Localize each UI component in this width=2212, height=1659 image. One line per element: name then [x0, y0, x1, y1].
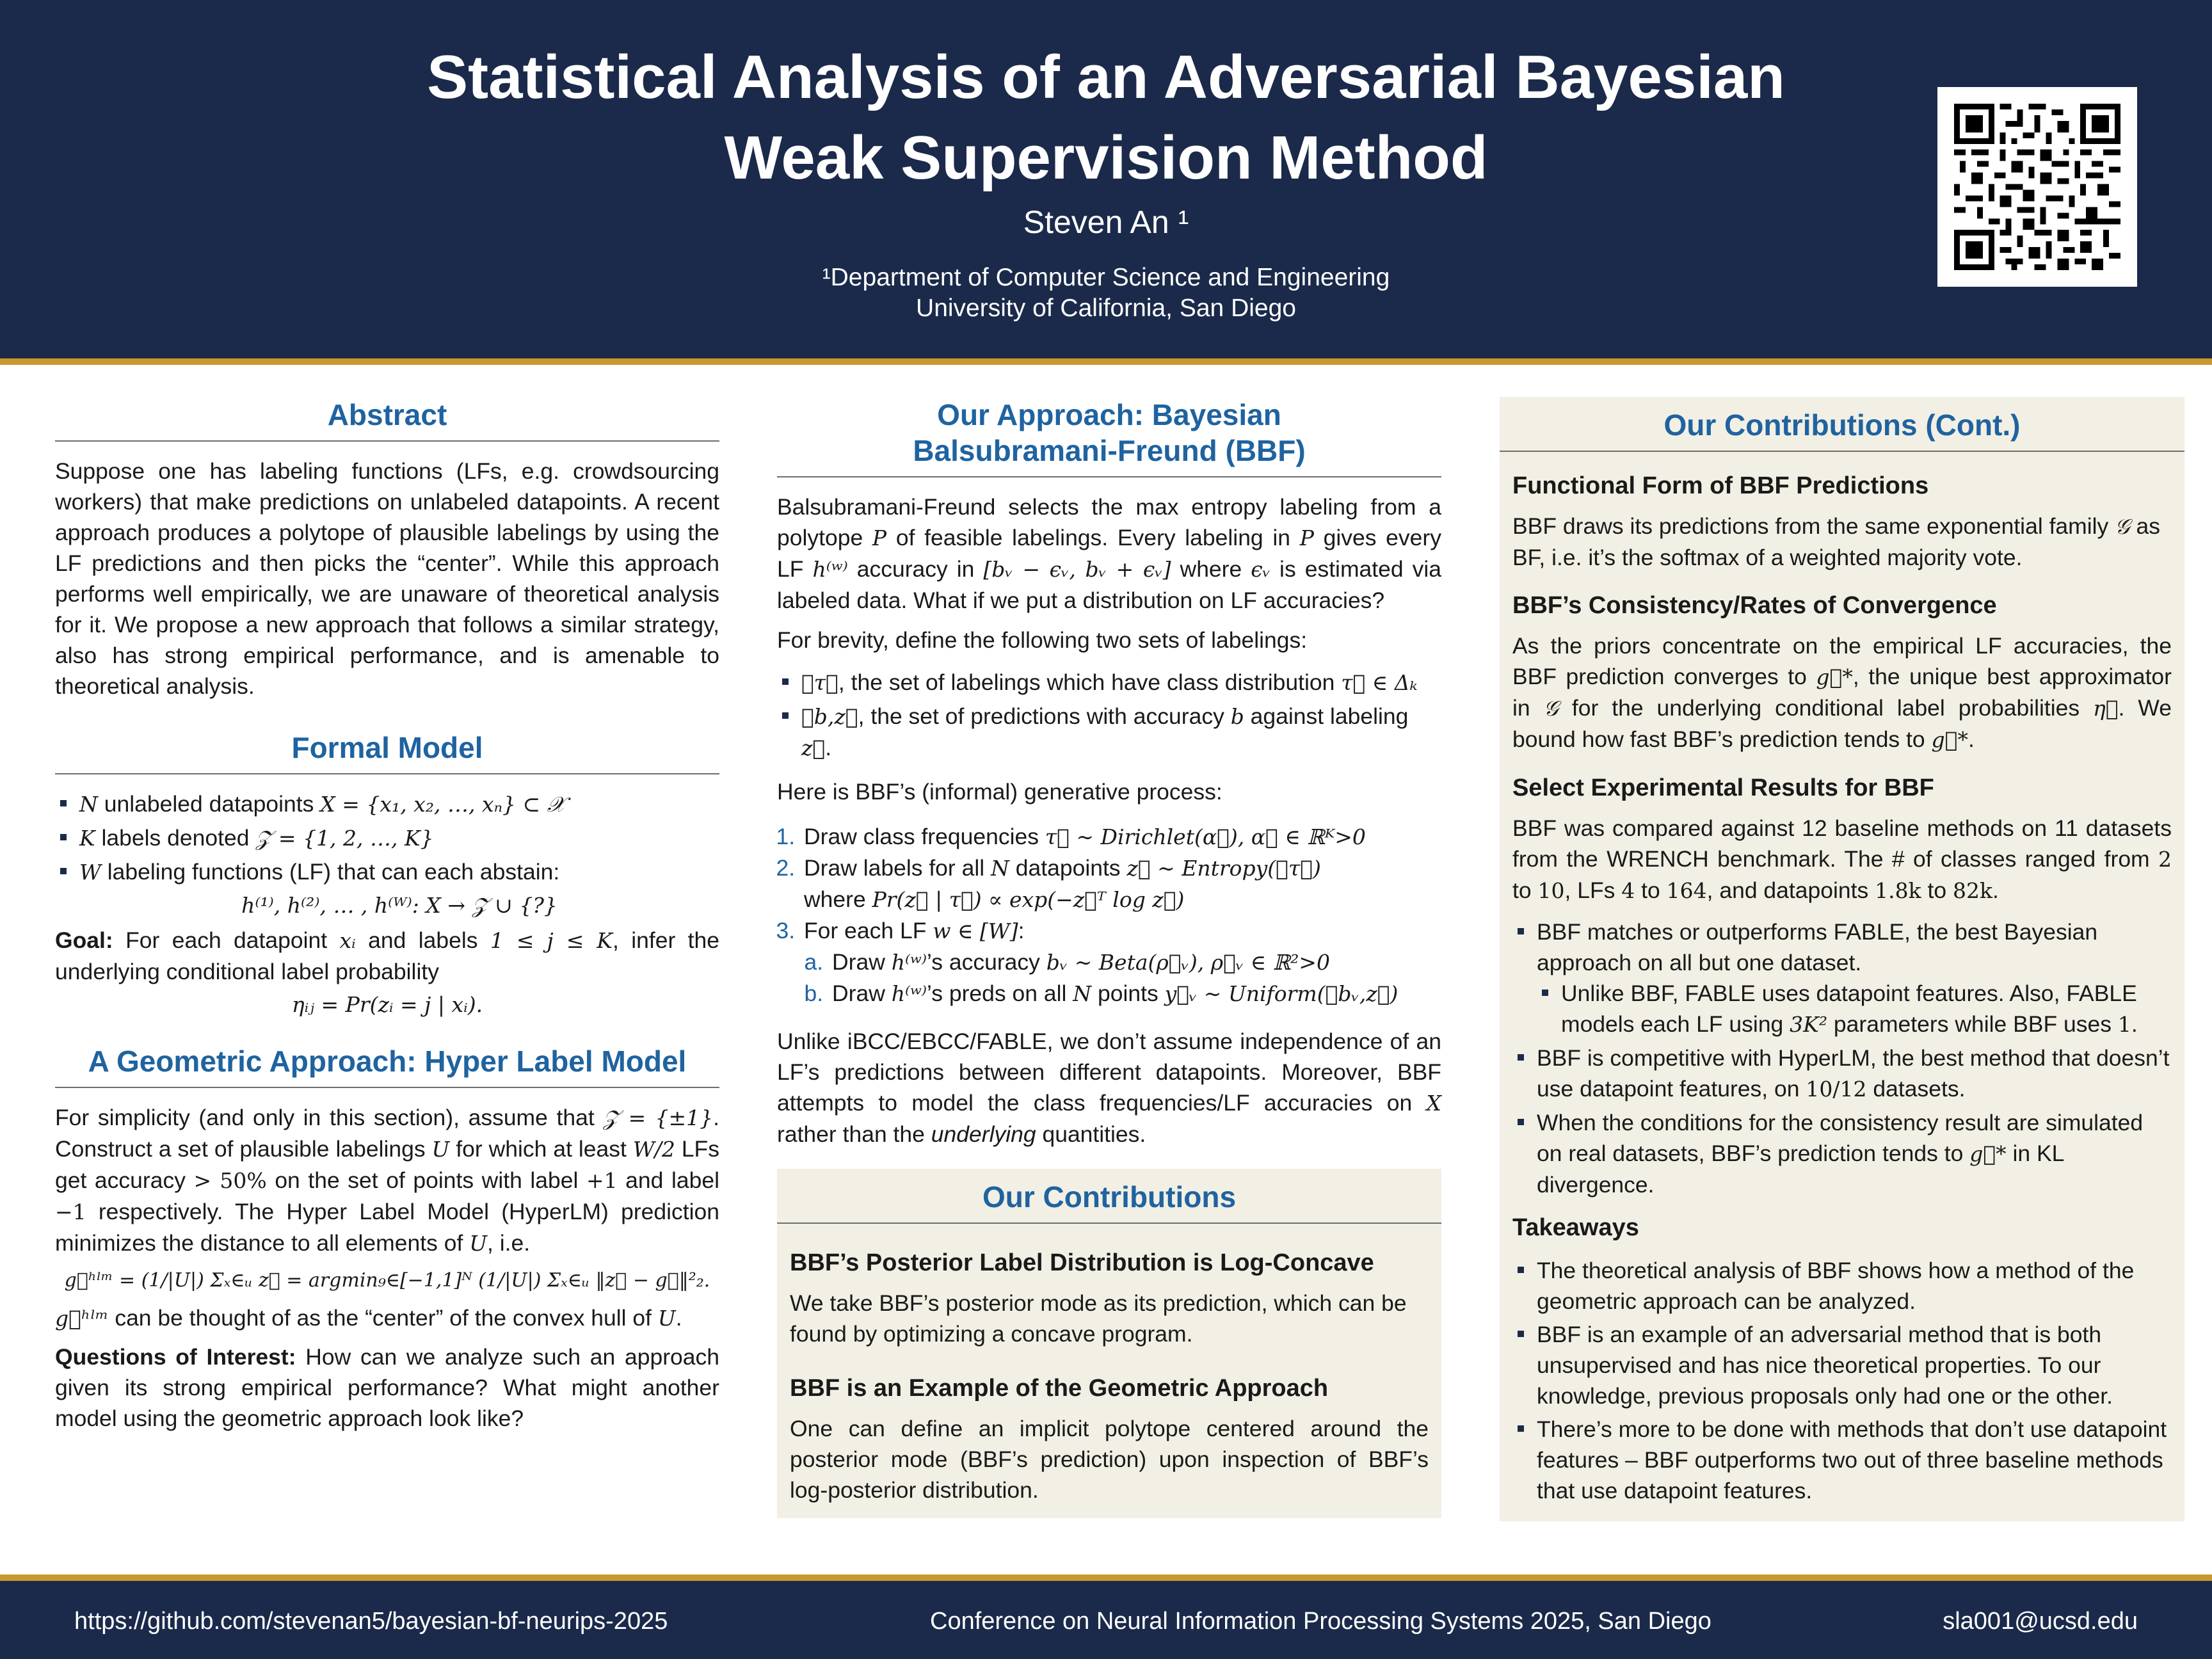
title-line-2: Weak Supervision Method — [724, 124, 1488, 192]
list-item: Unlike BBF, FABLE uses datapoint features. Also, FABLE models each LF using 3K² parameters while BBF uses 1. — [1537, 978, 2172, 1040]
formal-model-section — [55, 730, 719, 1020]
footer-email-link[interactable]: sla001@ucsd.edu — [1943, 1608, 2138, 1635]
contrib-subheading-2: BBF is an Example of the Geometric Approach — [790, 1375, 1329, 1402]
contrib-text-2: One can define an implicit polytope centered around the posterior mode (BBF’s prediction) upon inspection of BBF’s log-posterior distribution. — [790, 1416, 1429, 1503]
generative-process-list — [777, 821, 1441, 1009]
abstract-body — [55, 456, 719, 701]
contrib-cont-subheading-3: Select Experimental Results for BBF — [1512, 774, 1934, 801]
list-item: ℒb,z⃗, the set of predictions with accuracy b against labeling z⃗. — [777, 701, 1441, 764]
geometric-paragraph: For simplicity (and only in this section), assume that 𝒵 = {±1}. Construct a set of plausible labelings U for which at least W/2 LFs get accuracy > 50% on the set of points with label +1 and label −1 respectively. The Hyper Label Model (HyperLM) prediction minimizes the distance to all elements of U, i.e. — [55, 1105, 719, 1256]
labeling-sets-list — [777, 667, 1441, 764]
list-item: W labeling functions (LF) that can each abstain: h⁽¹⁾, h⁽²⁾, … , h⁽ᵂ⁾: X → 𝒵 ∪ {?} — [55, 856, 719, 921]
approach-paragraph-1: Balsubramani-Freund selects the max entropy labeling from a polytope P of feasible labelings. Every labeling in P gives every LF h⁽ʷ⁾ accuracy in [bᵥ − ϵᵥ, bᵥ + ϵᵥ] where ϵᵥ is estimated via labeled data. What if we put a distribution on LF accuracies? — [777, 494, 1442, 613]
approach-heading: Our Approach: Bayesian Balsubramani-Freund (BBF) — [777, 397, 1441, 477]
contributions-cont-box — [1500, 397, 2184, 1521]
approach-section — [777, 397, 1441, 1150]
list-item: 1. Draw class frequencies τ⃗ ∼ Dirichlet(α⃗), α⃗ ∈ ℝᴷ>0 — [801, 821, 1441, 853]
contrib-cont-text-3: BBF was compared against 12 baseline methods on 11 datasets from the WRENCH benchmark. The # of classes ranged from 2 to 10, LFs 4 to 164, and datapoints 1.8k to 82k. — [1512, 815, 2172, 903]
geometric-section — [55, 1043, 719, 1434]
list-item: BBF matches or outperforms FABLE, the best Bayesian approach on all but one dataset. Unlike BBF, FABLE uses datapoint features. Also, FABLE models each LF using 3K² parameters while BBF uses 1. — [1512, 917, 2172, 1040]
contrib-subheading-1: BBF’s Posterior Label Distribution is Log-Concave — [790, 1249, 1374, 1276]
abstract-heading: Abstract — [55, 397, 719, 442]
contrib-cont-text-1: BBF draws its predictions from the same exponential family 𝒢 as BF, i.e. it’s the softmax of a weighted majority vote. — [1512, 513, 2160, 570]
lf-equation: h⁽¹⁾, h⁽²⁾, … , h⁽ᵂ⁾: X → 𝒵 ∪ {?} — [241, 893, 557, 918]
contributions-cont-heading: Our Contributions (Cont.) — [1500, 397, 2184, 452]
poster-header — [0, 0, 2212, 358]
takeaways-heading: Takeaways — [1512, 1214, 1639, 1241]
affiliation-line-1: ¹Department of Computer Science and Engineering — [822, 264, 1390, 291]
list-item: b. Draw h⁽ʷ⁾’s preds on all N points y⃗ᵥ ∼ Uniform(ℒbᵥ,z⃗) — [830, 978, 1441, 1009]
contributions-box — [777, 1169, 1441, 1518]
contrib-cont-subheading-1: Functional Form of BBF Predictions — [1512, 472, 1929, 499]
contrib-text-1: We take BBF’s posterior mode as its prediction, which can be found by optimizing a concave program. — [790, 1290, 1407, 1347]
column-middle — [777, 397, 1441, 1518]
column-left — [55, 397, 719, 1434]
list-item: When the conditions for the consistency result are simulated on real datasets, BBF’s prediction tends to g⃗* in KL divergence. — [1512, 1107, 2172, 1200]
footer-github-link[interactable]: https://github.com/stevenan5/bayesian-bf-neurips-2025 — [74, 1608, 668, 1635]
results-sublist — [1537, 978, 2172, 1040]
header-gold-rule — [0, 358, 2212, 365]
affiliation — [160, 262, 2052, 324]
affiliation-line-2: University of California, San Diego — [916, 294, 1296, 322]
poster-title — [160, 37, 2052, 198]
list-item: N unlabeled datapoints X = {x₁, x₂, …, xₙ} ⊂ 𝒳 — [55, 789, 719, 820]
generative-sublist — [804, 947, 1441, 1009]
hlm-equation: g⃗ʰˡᵐ = (1/|U|) Σₓ∈ᵤ z⃗ = argmin₉∈[−1,1]ᴺ (1/|U|) Σₓ∈ᵤ ‖z⃗ − g⃗‖²₂. — [64, 1269, 710, 1292]
list-item: 2. Draw labels for all N datapoints z⃗ ∼ Entropy(ℒτ⃗) where Pr(z⃗ | τ⃗) ∝ exp(−z⃗ᵀ log z⃗) — [801, 853, 1441, 915]
formal-model-heading: Formal Model — [55, 730, 719, 774]
column-right — [1500, 397, 2184, 1521]
goal-paragraph: Goal: For each datapoint xᵢ and labels 1 ≤ j ≤ K, infer the underlying conditional label probability — [55, 927, 720, 984]
abstract-text: Suppose one has labeling functions (LFs, e.g. crowdsourcing workers) that make predictions on unlabeled datapoints. A recent approach produces a polytope of plausible labelings by using the LF predictions and then picks the “center”. While this approach performs well empirically, we are unaware of theoretical analysis for it. We propose a new approach that follows a similar strategy, also has strong empirical performance, and is amenable to theoretical analysis. — [55, 458, 719, 699]
contrib-cont-text-2: As the priors concentrate on the empirical LF accuracies, the BBF prediction converges to g⃗*, the unique best approximator in 𝒢 for the underlying conditional label probabilities η⃗. We bound how fast BBF’s prediction tends to g⃗*. — [1512, 633, 2172, 752]
list-item: 3. For each LF w ∈ [W]: a. Draw h⁽ʷ⁾’s accuracy bᵥ ∼ Beta(ρ⃗ᵥ), ρ⃗ᵥ ∈ ℝ²>0 b. Draw h⁽ʷ⁾’s preds on all N points y⃗ᵥ ∼ Uniform(ℒbᵥ,z⃗) — [801, 915, 1441, 1009]
geometric-body — [55, 1102, 719, 1434]
footer-conference: Conference on Neural Information Processing Systems 2025, San Diego — [930, 1608, 1711, 1635]
geometric-heading: A Geometric Approach: Hyper Label Model — [55, 1043, 719, 1088]
contributions-body — [777, 1247, 1441, 1518]
approach-paragraph-2: For brevity, define the following two sets of labelings: — [777, 627, 1308, 653]
approach-paragraph-4: Unlike iBCC/EBCC/FABLE, we don’t assume independence of an LF’s predictions between different datapoints. Moreover, BBF attempts to model the class frequencies/LF accuracies on X rather than the underlying quantities. — [777, 1029, 1441, 1147]
formal-model-body — [55, 789, 719, 1020]
questions-paragraph: Questions of Interest: How can we analyze such an approach given its strong empirical performance? What might another model using the geometric approach look like? — [55, 1344, 719, 1431]
goal-equation: ηᵢⱼ = Pr(zᵢ = j | xᵢ). — [291, 992, 483, 1017]
title-line-1: Statistical Analysis of an Adversarial Bayesian — [427, 43, 1785, 111]
authors: Steven An ¹ — [1023, 204, 1189, 240]
contributions-cont-body — [1500, 470, 2184, 1521]
abstract-section — [55, 397, 719, 701]
list-item: BBF is competitive with HyperLM, the best method that doesn’t use datapoint features, on 10/12 datasets. — [1512, 1043, 2172, 1105]
takeaways-list — [1512, 1255, 2172, 1506]
list-item: BBF is an example of an adversarial method that is both unsupervised and has nice theoretical properties. To our knowledge, previous proposals only had one or the other. — [1512, 1319, 2172, 1411]
contrib-cont-subheading-2: BBF’s Consistency/Rates of Convergence — [1512, 592, 1997, 619]
poster-footer — [0, 1581, 2212, 1659]
list-item: a. Draw h⁽ʷ⁾’s accuracy bᵥ ∼ Beta(ρ⃗ᵥ), ρ⃗ᵥ ∈ ℝ²>0 — [830, 947, 1441, 978]
results-list — [1512, 917, 2172, 1200]
list-item: The theoretical analysis of BBF shows how a method of the geometric approach can be analyzed. — [1512, 1255, 2172, 1317]
formal-model-list — [55, 789, 719, 921]
approach-paragraph-3: Here is BBF’s (informal) generative process: — [777, 779, 1222, 805]
qr-code-icon — [1937, 87, 2137, 287]
center-paragraph: g⃗ʰˡᵐ can be thought of as the “center” of the convex hull of U. — [55, 1305, 682, 1331]
approach-body — [777, 492, 1441, 1150]
list-item: K labels denoted 𝒵 = {1, 2, …, K} — [55, 822, 719, 854]
list-item: There’s more to be done with methods that don’t use datapoint features – BBF outperforms two out of three baseline methods that use datapoint features. — [1512, 1414, 2172, 1506]
contributions-heading: Our Contributions — [777, 1169, 1441, 1224]
list-item: ℒτ⃗, the set of labelings which have class distribution τ⃗ ∈ Δₖ — [777, 667, 1441, 698]
footer-gold-rule — [0, 1575, 2212, 1581]
